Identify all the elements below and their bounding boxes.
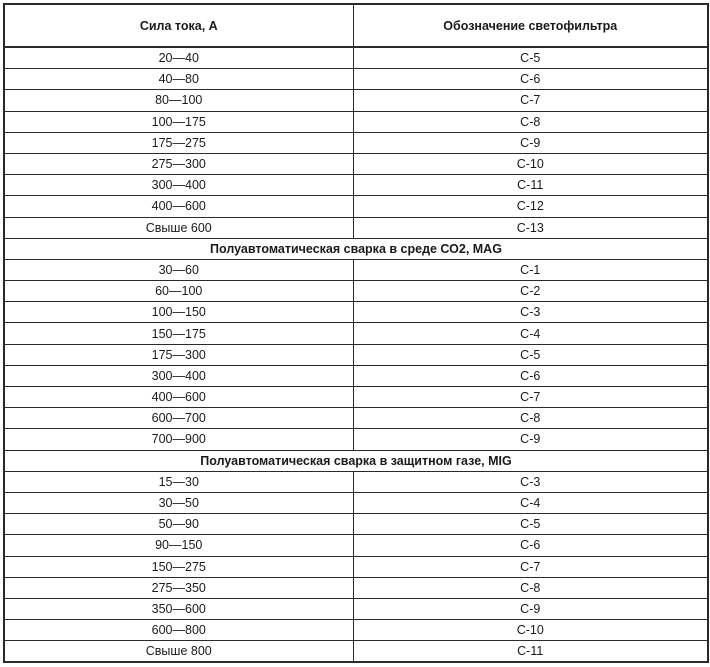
table-row [4,641,708,663]
current-cell: 100—175 [4,111,353,132]
filter-cell: С-11 [353,175,708,196]
table-row [4,47,708,69]
table-row [4,535,708,556]
table-row [4,556,708,577]
current-cell: 400—600 [4,196,353,217]
filter-cell: С-6 [353,535,708,556]
table-row [4,175,708,196]
filter-cell: С-9 [353,429,708,450]
current-cell: 100—150 [4,302,353,323]
filter-cell: С-7 [353,90,708,111]
current-cell: 150—275 [4,556,353,577]
filter-cell: С-3 [353,471,708,492]
current-cell: 30—60 [4,259,353,280]
table-row [4,69,708,90]
filter-cell: С-12 [353,196,708,217]
table-row [4,471,708,492]
current-cell: 350—600 [4,598,353,619]
table-row [4,514,708,535]
filter-cell: С-5 [353,514,708,535]
filter-cell: С-7 [353,387,708,408]
table-row [4,111,708,132]
table-row [4,620,708,641]
filter-cell: С-8 [353,577,708,598]
table-row [4,196,708,217]
filter-cell: С-5 [353,344,708,365]
current-cell: 600—800 [4,620,353,641]
table-row [4,365,708,386]
filter-cell: С-9 [353,598,708,619]
current-cell: 90—150 [4,535,353,556]
table-row [4,408,708,429]
filter-table [3,3,709,663]
filter-cell: С-6 [353,69,708,90]
header-current: Сила тока, А [4,4,353,47]
filter-cell: С-3 [353,302,708,323]
current-cell: 400—600 [4,387,353,408]
current-cell: 175—275 [4,132,353,153]
filter-cell: С-1 [353,259,708,280]
table-header-row [4,4,708,47]
filter-cell: С-9 [353,132,708,153]
filter-cell: С-13 [353,217,708,238]
current-cell: 30—50 [4,492,353,513]
current-cell: 275—300 [4,153,353,174]
table-row [4,323,708,344]
filter-cell: С-10 [353,620,708,641]
table-row [4,90,708,111]
filter-cell: С-8 [353,408,708,429]
table-body [4,47,708,662]
section-title: Полуавтоматическая сварка в защитном газе, MIG [4,450,708,471]
current-cell: 700—900 [4,429,353,450]
table-row [4,577,708,598]
current-cell: 50—90 [4,514,353,535]
filter-cell: С-6 [353,365,708,386]
table-row [4,492,708,513]
current-cell: 15—30 [4,471,353,492]
table-row [4,153,708,174]
current-cell: 300—400 [4,175,353,196]
current-cell: 175—300 [4,344,353,365]
current-cell: 600—700 [4,408,353,429]
current-cell: Свыше 800 [4,641,353,663]
current-cell: Свыше 600 [4,217,353,238]
current-cell: 20—40 [4,47,353,69]
filter-cell: С-10 [353,153,708,174]
table-row [4,344,708,365]
table-row [4,302,708,323]
current-cell: 80—100 [4,90,353,111]
table-row [4,281,708,302]
filter-cell: С-4 [353,492,708,513]
current-cell: 150—175 [4,323,353,344]
table-row [4,387,708,408]
table-row [4,598,708,619]
table-row [4,132,708,153]
current-cell: 40—80 [4,69,353,90]
header-filter: Обозначение светофильтра [353,4,708,47]
table-row [4,429,708,450]
current-cell: 275—350 [4,577,353,598]
filter-cell: С-4 [353,323,708,344]
filter-cell: С-11 [353,641,708,663]
section-row [4,450,708,471]
table-row [4,217,708,238]
filter-cell: С-2 [353,281,708,302]
table-row [4,259,708,280]
section-row [4,238,708,259]
filter-cell: С-5 [353,47,708,69]
section-title: Полуавтоматическая сварка в среде СО2, MAG [4,238,708,259]
filter-cell: С-8 [353,111,708,132]
current-cell: 60—100 [4,281,353,302]
current-cell: 300—400 [4,365,353,386]
filter-cell: С-7 [353,556,708,577]
